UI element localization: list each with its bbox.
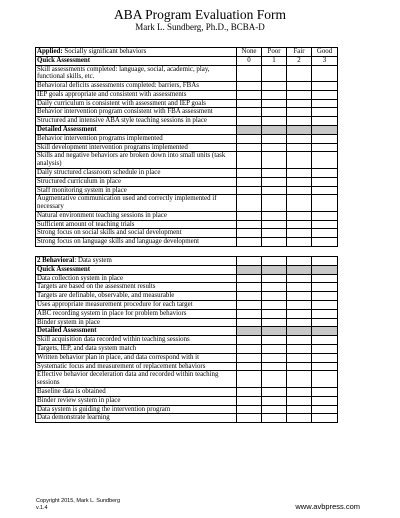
item-label: Effective behavior deceleration data and recorded within teaching sessions [36, 371, 237, 388]
rating-cell[interactable] [287, 90, 312, 99]
column-header [237, 257, 262, 266]
item-label: Skill assessments completed: language, social, academic, play, functional skills, etc. [36, 65, 237, 82]
rating-cell[interactable] [287, 168, 312, 177]
score-header: 3 [312, 56, 338, 65]
score-header [312, 327, 338, 336]
rating-cell[interactable] [262, 318, 287, 327]
rating-cell[interactable] [237, 186, 262, 195]
rating-cell[interactable] [287, 414, 312, 423]
checklist-row [36, 336, 338, 345]
rating-cell[interactable] [312, 292, 338, 301]
checklist-row [36, 229, 338, 238]
score-header [262, 327, 287, 336]
rating-cell[interactable] [237, 238, 262, 247]
rating-cell[interactable] [287, 362, 312, 371]
rating-cell[interactable] [312, 274, 338, 283]
rating-cell[interactable] [237, 177, 262, 186]
checklist-row [36, 301, 338, 310]
item-label: Natural environment teaching sessions in place [36, 211, 237, 220]
rating-cell[interactable] [262, 353, 287, 362]
subsection-title: Quick Assessment [36, 265, 237, 274]
rating-cell[interactable] [237, 292, 262, 301]
rating-cell[interactable] [262, 405, 287, 414]
subsection-header-row [36, 126, 338, 135]
rating-cell[interactable] [262, 108, 287, 117]
subsection-title: Detailed Assessment [36, 327, 237, 336]
section-label-rest: Socially significant behaviors [62, 48, 147, 55]
rating-cell[interactable] [287, 336, 312, 345]
subsection-title: Detailed Assessment [36, 126, 237, 135]
rating-cell[interactable] [287, 65, 312, 82]
rating-cell[interactable] [237, 371, 262, 388]
checklist-row [36, 345, 338, 354]
checklist-row [36, 292, 338, 301]
score-header [262, 126, 287, 135]
checklist-row [36, 387, 338, 396]
checklist-row [36, 405, 338, 414]
checklist-row [36, 220, 338, 229]
rating-cell[interactable] [262, 238, 287, 247]
score-header: 1 [262, 56, 287, 65]
rating-cell[interactable] [312, 220, 338, 229]
rating-cell[interactable] [237, 318, 262, 327]
checklist-row [36, 117, 338, 126]
rating-cell[interactable] [262, 220, 287, 229]
rating-cell[interactable] [287, 371, 312, 388]
rating-cell[interactable] [287, 211, 312, 220]
score-header [312, 126, 338, 135]
rating-cell[interactable] [237, 168, 262, 177]
rating-cell[interactable] [312, 177, 338, 186]
section-header-row [36, 48, 338, 57]
rating-cell[interactable] [262, 345, 287, 354]
checklist-row [36, 108, 338, 117]
rating-cell[interactable] [262, 371, 287, 388]
score-header [262, 265, 287, 274]
rating-cell[interactable] [287, 274, 312, 283]
rating-cell[interactable] [287, 177, 312, 186]
rating-cell[interactable] [262, 117, 287, 126]
item-label: Data system is guiding the intervention program [36, 405, 237, 414]
rating-cell[interactable] [287, 152, 312, 169]
section-label-bold: Applied: [37, 48, 63, 55]
checklist-row [36, 274, 338, 283]
rating-cell[interactable] [312, 195, 338, 212]
column-header: Fair [287, 48, 312, 57]
rating-cell[interactable] [312, 211, 338, 220]
item-label: Written behavior plan in place, and data correspond with it [36, 353, 237, 362]
column-header: None [237, 48, 262, 57]
rating-cell[interactable] [312, 82, 338, 91]
checklist-row [36, 371, 338, 388]
rating-cell[interactable] [262, 195, 287, 212]
rating-cell[interactable] [237, 152, 262, 169]
item-label: Systematic focus and measurement of replacement behaviors [36, 362, 237, 371]
checklist-row [36, 186, 338, 195]
item-label: Behavior intervention program consistent with FBA assessment [36, 108, 237, 117]
rating-cell[interactable] [287, 229, 312, 238]
item-label: Augmentative communication used and correctly implemented if necessary [36, 195, 237, 212]
rating-cell[interactable] [237, 90, 262, 99]
rating-cell[interactable] [312, 318, 338, 327]
item-label: IEP goals appropriate and consistent with assessments [36, 90, 237, 99]
rating-cell[interactable] [287, 238, 312, 247]
rating-cell[interactable] [262, 309, 287, 318]
column-header: Poor [262, 48, 287, 57]
rating-cell[interactable] [287, 405, 312, 414]
spacer-cell [36, 247, 338, 257]
rating-cell[interactable] [237, 283, 262, 292]
score-header [237, 265, 262, 274]
rating-cell[interactable] [237, 117, 262, 126]
checklist-row [36, 309, 338, 318]
rating-cell[interactable] [237, 309, 262, 318]
rating-cell[interactable] [237, 229, 262, 238]
subsection-header-row [36, 56, 338, 65]
subsection-header-row [36, 327, 338, 336]
rating-cell[interactable] [312, 396, 338, 405]
section-label-rest: : Data system [74, 257, 112, 265]
rating-cell[interactable] [262, 177, 287, 186]
rating-cell[interactable] [262, 283, 287, 292]
copyright-text: Copyright 2015, Mark L. Sundberg [36, 498, 121, 504]
rating-cell[interactable] [237, 301, 262, 310]
rating-cell[interactable] [237, 195, 262, 212]
section-label-bold: 2 Behavioral [37, 257, 75, 265]
rating-cell[interactable] [312, 414, 338, 423]
rating-cell[interactable] [287, 195, 312, 212]
version-text: v.1.4 [36, 504, 48, 511]
column-header [287, 257, 312, 266]
item-label: Skill development intervention programs implemented [36, 143, 237, 152]
item-label: ABC recording system in place for problem behaviors [36, 309, 237, 318]
rating-cell[interactable] [312, 336, 338, 345]
rating-cell[interactable] [237, 336, 262, 345]
rating-cell[interactable] [287, 353, 312, 362]
rating-cell[interactable] [262, 211, 287, 220]
checklist-row [36, 99, 338, 108]
item-label: Targets are based on the assessment results [36, 283, 237, 292]
rating-cell[interactable] [237, 82, 262, 91]
rating-cell[interactable] [312, 108, 338, 117]
rating-cell[interactable] [262, 134, 287, 143]
rating-cell[interactable] [262, 82, 287, 91]
checklist-row [36, 134, 338, 143]
rating-cell[interactable] [312, 353, 338, 362]
item-label: Structured and intensive ABA style teaching sessions in place [36, 117, 237, 126]
rating-cell[interactable] [287, 318, 312, 327]
item-label: Uses appropriate measurement procedure for each target [36, 301, 237, 310]
rating-cell[interactable] [312, 405, 338, 414]
score-header [237, 327, 262, 336]
rating-cell[interactable] [287, 186, 312, 195]
rating-cell[interactable] [312, 387, 338, 396]
item-label: Strong focus on social skills and social development [36, 229, 237, 238]
form-title: ABA Program Evaluation Form [113, 7, 287, 22]
checklist-row [36, 362, 338, 371]
section-label [36, 48, 237, 57]
rating-cell[interactable] [287, 283, 312, 292]
item-label: Behavioral deficits assessments completed: barriers, FBAs [36, 82, 237, 91]
rating-cell[interactable] [312, 117, 338, 126]
rating-cell[interactable] [237, 274, 262, 283]
rating-cell[interactable] [237, 220, 262, 229]
rating-cell[interactable] [262, 292, 287, 301]
rating-cell[interactable] [287, 108, 312, 117]
checklist-row [36, 283, 338, 292]
score-header [287, 327, 312, 336]
rating-cell[interactable] [262, 65, 287, 82]
rating-cell[interactable] [262, 362, 287, 371]
score-header: 0 [237, 56, 262, 65]
rating-cell[interactable] [237, 65, 262, 82]
checklist-row [36, 396, 338, 405]
subsection-title: Quick Assessment [36, 56, 237, 65]
rating-cell[interactable] [262, 152, 287, 169]
rating-cell[interactable] [262, 274, 287, 283]
rating-cell[interactable] [287, 82, 312, 91]
checklist-row [36, 168, 338, 177]
rating-cell[interactable] [312, 238, 338, 247]
rating-cell[interactable] [312, 65, 338, 82]
item-label: Sufficient amount of teaching trials [36, 220, 237, 229]
score-header [287, 126, 312, 135]
rating-cell[interactable] [287, 99, 312, 108]
item-label: Daily structured classroom schedule in place [36, 168, 237, 177]
rating-cell[interactable] [262, 301, 287, 310]
rating-cell[interactable] [287, 345, 312, 354]
rating-cell[interactable] [312, 99, 338, 108]
rating-cell[interactable] [237, 345, 262, 354]
section-label [36, 257, 237, 266]
column-header [262, 257, 287, 266]
rating-cell[interactable] [237, 414, 262, 423]
rating-cell[interactable] [262, 90, 287, 99]
checklist-row [36, 318, 338, 327]
rating-cell[interactable] [312, 134, 338, 143]
rating-cell[interactable] [262, 387, 287, 396]
score-header [237, 126, 262, 135]
rating-cell[interactable] [237, 211, 262, 220]
checklist-row [36, 90, 338, 99]
evaluation-table [35, 47, 338, 423]
checklist-row [36, 195, 338, 212]
rating-cell[interactable] [312, 309, 338, 318]
rating-cell[interactable] [262, 396, 287, 405]
rating-cell[interactable] [262, 336, 287, 345]
rating-cell[interactable] [262, 229, 287, 238]
rating-cell[interactable] [262, 99, 287, 108]
checklist-row [36, 211, 338, 220]
item-label: Data demonstrate learning [36, 414, 237, 423]
item-label: Targets, IEP, and data system match [36, 345, 237, 354]
item-label: Strong focus on language skills and language development [36, 238, 237, 247]
item-label: Skill acquisition data recorded within teaching sessions [36, 336, 237, 345]
checklist-row [36, 238, 338, 247]
rating-cell[interactable] [287, 301, 312, 310]
rating-cell[interactable] [312, 229, 338, 238]
rating-cell[interactable] [312, 90, 338, 99]
score-header [287, 265, 312, 274]
checklist-row [36, 353, 338, 362]
item-label: Targets are definable, observable, and measurable [36, 292, 237, 301]
rating-cell[interactable] [312, 283, 338, 292]
form-author: Mark L. Sundberg, Ph.D., BCBA-D [135, 22, 265, 32]
rating-cell[interactable] [237, 353, 262, 362]
rating-cell[interactable] [287, 309, 312, 318]
section-spacer [36, 247, 338, 257]
item-label: Staff monitoring system in place [36, 186, 237, 195]
rating-cell[interactable] [287, 117, 312, 126]
rating-cell[interactable] [312, 362, 338, 371]
item-label: Binder review system in place [36, 396, 237, 405]
rating-cell[interactable] [312, 186, 338, 195]
rating-cell[interactable] [237, 405, 262, 414]
rating-cell[interactable] [262, 143, 287, 152]
rating-cell[interactable] [287, 134, 312, 143]
item-label: Data collection system in place [36, 274, 237, 283]
section-header-row [36, 257, 338, 266]
checklist-row [36, 177, 338, 186]
item-label: Behavior intervention programs implemented [36, 134, 237, 143]
rating-cell[interactable] [237, 396, 262, 405]
rating-cell[interactable] [312, 371, 338, 388]
subsection-header-row [36, 265, 338, 274]
checklist-row [36, 414, 338, 423]
checklist-row [36, 152, 338, 169]
item-label: Daily curriculum is consistent with assessment and IEP goals [36, 99, 237, 108]
score-header: 2 [287, 56, 312, 65]
checklist-row [36, 143, 338, 152]
rating-cell[interactable] [262, 186, 287, 195]
rating-cell[interactable] [237, 362, 262, 371]
item-label: Binder system in place [36, 318, 237, 327]
rating-cell[interactable] [287, 292, 312, 301]
footer-url: www.avbpress.com [295, 502, 360, 511]
rating-cell[interactable] [237, 387, 262, 396]
rating-cell[interactable] [237, 99, 262, 108]
rating-cell[interactable] [287, 396, 312, 405]
rating-cell[interactable] [287, 387, 312, 396]
footer-copyright [36, 498, 120, 511]
rating-cell[interactable] [312, 168, 338, 177]
item-label: Structured curriculum in place [36, 177, 237, 186]
rating-cell[interactable] [262, 168, 287, 177]
rating-cell[interactable] [312, 301, 338, 310]
item-label: Baseline data is obtained [36, 387, 237, 396]
checklist-row [36, 65, 338, 82]
rating-cell[interactable] [312, 345, 338, 354]
rating-cell[interactable] [237, 134, 262, 143]
item-label: Skills and negative behaviors are broken down into small units (task analysis) [36, 152, 237, 169]
column-header: Good [312, 48, 338, 57]
rating-cell[interactable] [312, 152, 338, 169]
rating-cell[interactable] [312, 143, 338, 152]
checklist-row [36, 82, 338, 91]
rating-cell[interactable] [237, 143, 262, 152]
rating-cell[interactable] [287, 220, 312, 229]
rating-cell[interactable] [262, 414, 287, 423]
column-header [312, 257, 338, 266]
score-header [312, 265, 338, 274]
rating-cell[interactable] [237, 108, 262, 117]
rating-cell[interactable] [287, 143, 312, 152]
